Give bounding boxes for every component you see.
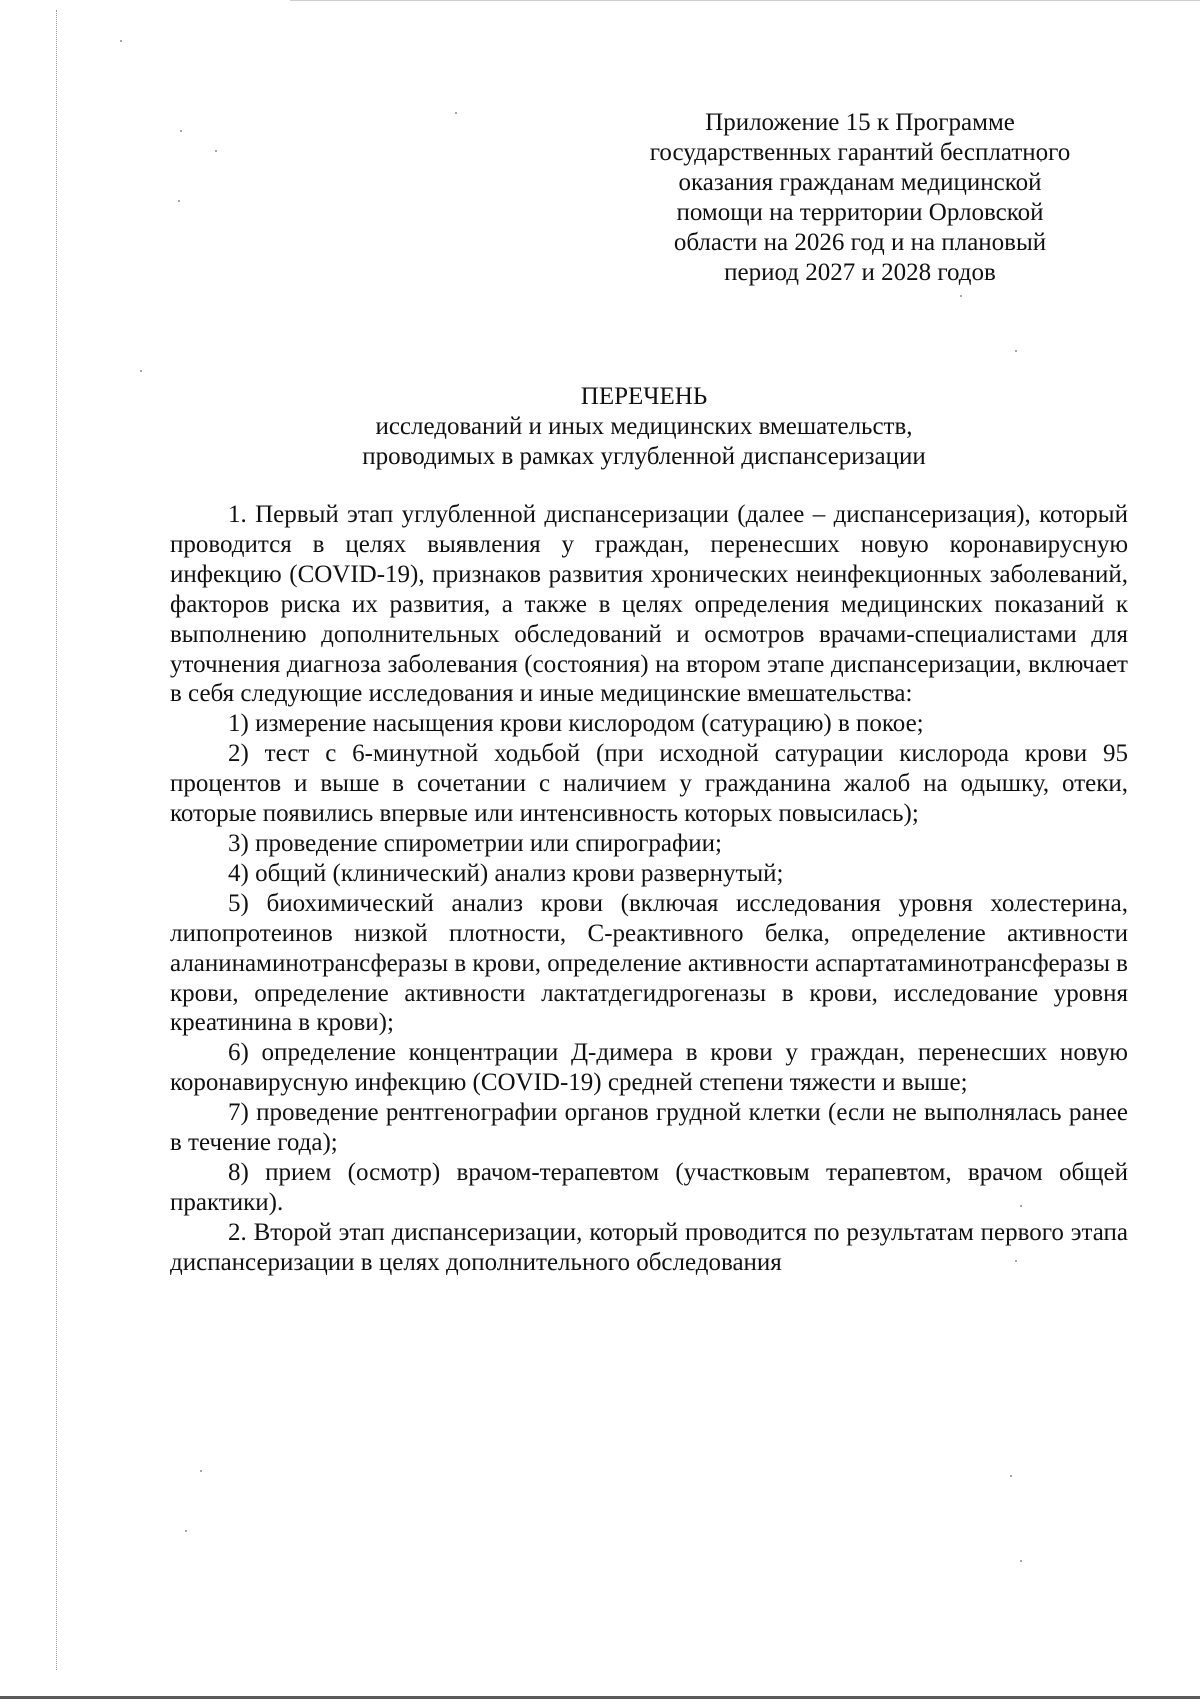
scan-speck — [178, 200, 180, 202]
paragraph-stage-2-intro: 2. Второй этап диспансеризации, который проводится по результатам первого этапа диспансеризации в целях дополнительного обследования — [170, 1218, 1128, 1276]
paragraph-stage-1-intro: 1. Первый этап углубленной диспансеризации (далее – диспансеризация), который проводится в целях выявления у граждан, перенесших новую коронавирусную инфекцию (COVID-19), признаков развития хронических неинфекционных заболеваний, факторов риска их развития, а также в целях определения медицинских показаний к выполнению дополнительных обследований и осмотров врачами-специалистами для уточнения диагноза заболевания (состояния) на втором этапе диспансеризации, включает в себя следующие исследования и иные медицинские вмешательства: — [170, 501, 1128, 708]
appendix-header — [600, 108, 1120, 288]
appendix-line: государственных гарантий бесплатного — [649, 139, 1071, 166]
appendix-line: помощи на территории Орловской — [676, 199, 1044, 226]
appendix-line: области на 2026 год и на плановый — [673, 229, 1047, 256]
scan-bottom-edge — [0, 1696, 1200, 1699]
document-title: ПЕРЕЧЕНЬ — [580, 383, 708, 410]
appendix-line: Приложение 15 к Программе — [705, 109, 1015, 136]
list-item-3: 3) проведение спирометрии или спирографии; — [228, 829, 722, 857]
scan-speck — [960, 295, 962, 297]
scan-speck — [1015, 350, 1017, 352]
list-item-8: 8) прием (осмотр) врачом-терапевтом (участковым терапевтом, врачом общей практики). — [170, 1158, 1128, 1216]
list-item-6: 6) определение концентрации Д-димера в крови у граждан, перенесших новую коронавирусную инфекцию (COVID-19) средней степени тяжести и выше; — [170, 1039, 1128, 1097]
scan-speck — [455, 112, 457, 114]
scan-speck — [180, 130, 182, 132]
scan-speck — [215, 150, 217, 152]
list-item-1: 1) измерение насыщения крови кислородом (сатурацию) в покое; — [228, 710, 924, 738]
scan-speck — [1010, 1475, 1012, 1477]
document-subtitle-line: проводимых в рамках углубленной диспансеризации — [362, 443, 926, 470]
document-heading — [160, 382, 1128, 472]
scan-left-edge — [56, 10, 58, 1670]
scan-speck — [185, 1530, 187, 1532]
list-item-7: 7) проведение рентгенографии органов грудной клетки (если не выполнялась ранее в течение года); — [170, 1099, 1128, 1157]
scan-speck — [120, 40, 122, 42]
scan-speck — [1020, 1560, 1022, 1562]
scan-speck — [140, 370, 142, 372]
scan-speck — [200, 1470, 202, 1472]
document-subtitle-line: исследований и иных медицинских вмешательств, — [375, 413, 913, 440]
appendix-line: оказания гражданам медицинской — [678, 169, 1042, 196]
list-item-2: 2) тест с 6-минутной ходьбой (при исходной сатурации кислорода крови 95 процентов и выше в сочетании с наличием у гражданина жалоб на одышку, отеки, которые появились впервые или интенсивность которых повысилась); — [170, 740, 1128, 828]
list-item-5: 5) биохимический анализ крови (включая исследования уровня холестерина, липопротеинов низкой плотности, С-реактивного белка, определение активности аланинаминотрансферазы в крови, определение активности аспартатаминотрансферазы в крови, определение активности лактатдегидрогеназы в крови, исследование уровня креатинина в крови); — [170, 889, 1128, 1037]
list-item-4: 4) общий (клинический) анализ крови развернутый; — [228, 859, 784, 887]
document-body — [170, 500, 1128, 1278]
appendix-line: период 2027 и 2028 годов — [724, 259, 996, 286]
scan-top-edge — [290, 0, 1200, 1]
